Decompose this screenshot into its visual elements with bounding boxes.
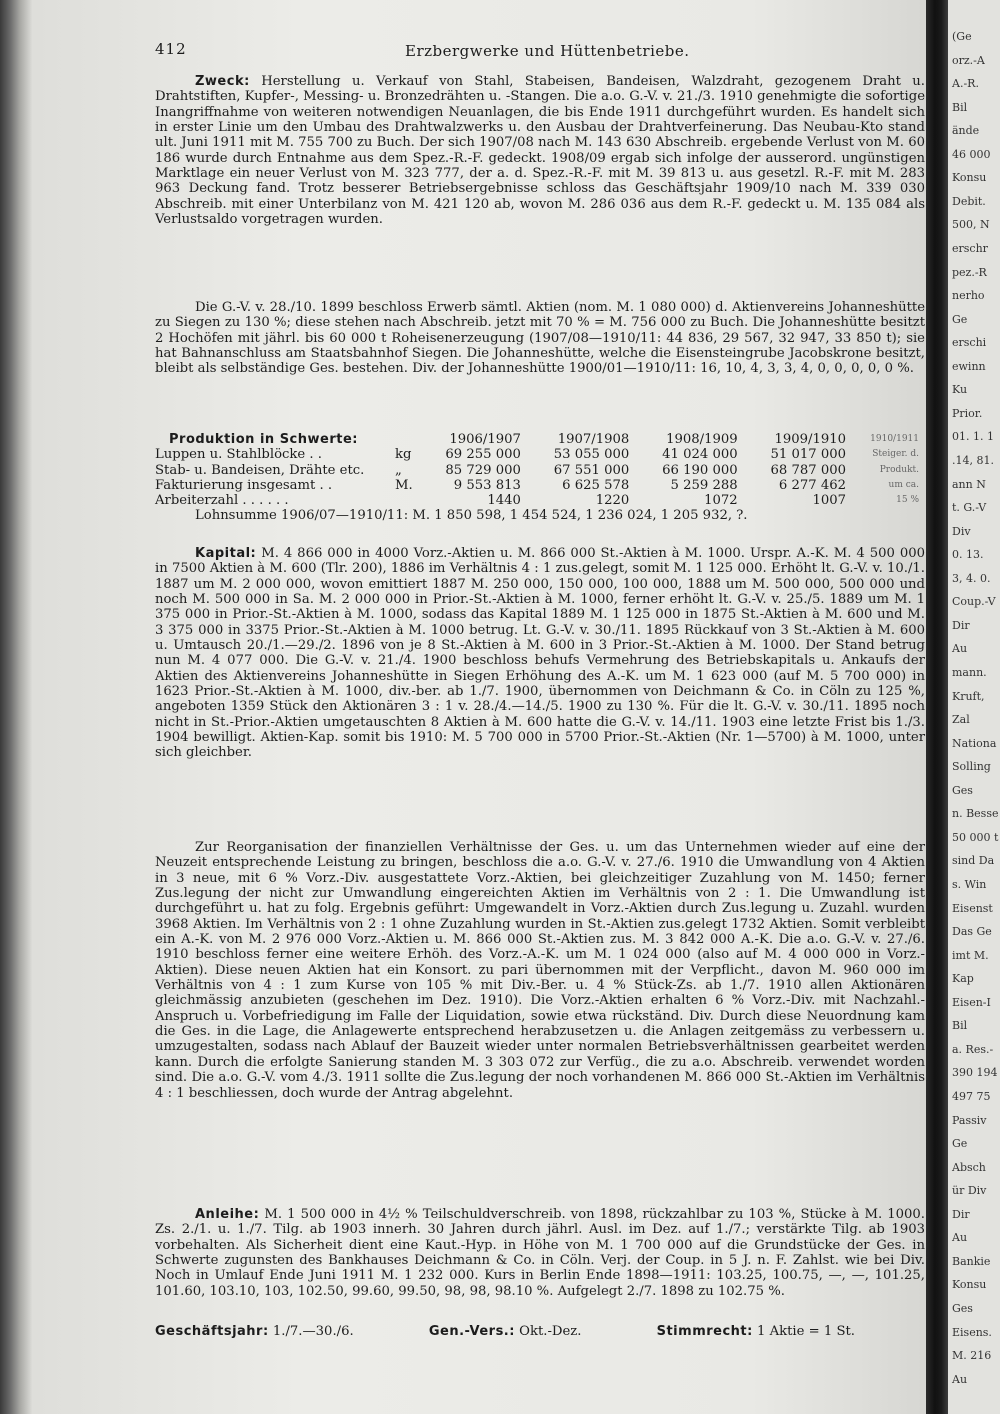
cell-value: 6 277 462 <box>778 477 847 493</box>
adjacent-page-fragment: 50 000 t <box>952 830 999 844</box>
lohnsumme-line: Lohnsumme 1906/07—1910/11: M. 1 850 598, 1 454 524, 1 236 024, 1 205 932, ?. <box>195 508 748 524</box>
adjacent-page-fragment: Konsu <box>952 1278 987 1292</box>
adjacent-page-fragment: nerho <box>952 289 985 303</box>
cell-value: 6 625 578 <box>562 477 630 493</box>
adjacent-page-edge <box>948 0 1000 1414</box>
table-row <box>155 493 925 508</box>
adjacent-page-fragment: (Ge <box>952 30 972 43</box>
adjacent-page-fragment: A.-R. <box>952 77 979 91</box>
adjacent-page-fragment: Bil <box>952 100 968 114</box>
cell-value: 66 190 000 <box>662 462 738 478</box>
produktion-header-row <box>155 432 925 447</box>
kapital-section <box>155 546 925 761</box>
adjacent-page-fragment: sind Da <box>952 854 995 868</box>
adjacent-page-fragment: Solling <box>952 760 991 774</box>
reorganisation-section <box>155 840 925 1101</box>
cell-value: 1072 <box>704 493 738 509</box>
adjacent-page-fragment: n. Besse <box>952 807 999 821</box>
year-header: 1909/1910 <box>774 432 847 447</box>
reorganisation-paragraph: Zur Reorganisation der finanziellen Verhältnisse der Ges. u. um das Unternehmen wieder auf eine der Neuzeit entsprechende Leistung zu bringen, beschloss die a.o. G.-V. v. 27./6. 1910 die Umwandlung von 4 Aktien in 3 neue, mit 6 % Vorz.-Div. ausgestattete Vorz.-Aktien, bei gleichzeitiger Zuzahlung von M. 1450; ferner Zus.legung der nicht zur Umwandlung eingereichten Aktien im Verhältnis von 2 : 1. Die Umwandlung ist durchgeführt u. hat zu folg. Ergebnis geführt: Umgewandelt in Vorz.-Aktien durch Zus.legung u. Zuzahl. wurden 3968 Aktien. Im Verhältnis von 2 : 1 ohne Zuzahlung wurden in St.-Aktien zus.gelegt 1732 Aktien. Somit verbleibt ein A.-K. von M. 2 976 000 Vorz.-Aktien u. M. 866 000 St.-Aktien zus. M. 3 842 000 A.-K. Die a.o. G.-V. v. 27./6. 1910 beschloss ferner eine weitere Erhöh. des Vorz.-A.-K. um M. 1 024 000 (also auf M. 4 000 000 in Vorz.-Aktien). Diese neuen Aktien hat ein Konsort. zu pari übernommen mit der Verpflicht., davon M. 960 000 im Verhältnis von 4 : 1 zum Kurse von 105 % mit Div.-Ber. u. 4 % Stück-Zs. ab 1./7. 1910 allen Aktionären gleichmässig anzubieten (geschehen im Dez. 1910). Die Vorz.-Aktien erhalten 6 % Vorz.-Div. mit Nachzahl.-Anspruch u. Vorbefriedigung im Falle der Liquidation, sowie etwa rückständ. Div. Durch diese Neuordnung kam die Ges. in die Lage, die Anlagewerte entsprechend herabzusetzen u. die Anlagen zeitgemäss zu verbessern u. umzugestalten, sodass nach Ablauf der Bauzeit wieder unter normalen Betriebsverhältnissen gearbeitet werden kann. Durch die erfolgte Sanierung standen M. 3 303 072 zur Verfüg., die zu a.o. Abschreib. verwendet worden sind. Die a.o. G.-V. vom 4./3. 1911 sollte die Zus.legung der noch vorhandenen M. 866 000 St.-Aktien im Verhältnis 4 : 1 beschliessen, doch wurde der Antrag abgelehnt. <box>155 840 925 1101</box>
row-label: Arbeiterzahl . . . . . . <box>155 493 289 509</box>
adjacent-page-fragment: erschr <box>952 241 988 255</box>
adjacent-page-fragment: 497 75 <box>952 1089 991 1103</box>
adjacent-page-fragment: Bil <box>952 1019 968 1033</box>
cell-value: 67 551 000 <box>553 462 630 478</box>
book-binding-shadow <box>0 0 32 1414</box>
adjacent-page-fragment: Debit. <box>952 194 986 208</box>
adjacent-page-fragment: 3, 4. 0. <box>952 571 991 585</box>
table-row <box>155 463 925 478</box>
cell-value: 5 259 288 <box>670 477 738 493</box>
kapital-text: M. 4 866 000 in 4000 Vorz.-Aktien u. M. 866 000 St.-Aktien à M. 1000. Urspr. A.-K. M. 4 500 000 in 7500 Aktien à M. 600 (Tlr. 200), 1886 im Verhältnis 4 : 1 zus.gelegt, somit M. 1 125 000. Erhöht lt. G.-V. v. 10./1. 1887 um M. 2 000 000, wovon emittiert 1887 M. 250 000, 150 000, 100 000, 1888 um M. 500 000, 500 000 und noch M. 500 000 in Sa. M. 2 000 000 in Prior.-St.-Aktien à M. 1000, ferner erhöht lt. G.-V. v. 25./5. 1889 um M. 1 375 000 in Prior.-St.-Aktien à M. 1000, sodass das Kapital 1889 M. 1 125 000 in 1875 St.-Aktien à M. 600 und M. 3 375 000 in 3375 Prior.-St.-Aktien à M. 1000 betrug. Lt. G.-V. v. 30./11. 1895 Rückkauf von 3 St.-Aktien à M. 600 u. Umtausch 20./1.—29./2. 1896 von je 8 St.-Aktien à M. 600 in 3 Prior.-St.-Aktien à M. 1000. Der Stand betrug nun M. 4 077 000. Die G.-V. v. 21./4. 1900 beschloss behufs Vermehrung des Betriebskapitals u. Ankaufs der Aktien des Aktienvereins Johanneshütte in Siegen Erhöhung des A.-K. um M. 1 623 000 (auf M. 5 700 000) in 1623 Prior.-St.-Aktien à M. 1000, div.-ber. ab 1./7. 1900, übernommen von Deichmann & Co. in Cöln zu 125 %, angeboten 1359 Stück den Aktionären 3 : 1 v. 28./4.—14./5. 1900 zu 130 %. Für die lt. G.-V. v. 30./11. 1895 noch nicht in St.-Prior.-Aktien umgetauschten 8 Aktien à M. 600 hatte die G.-V. v. 14./11. 1903 eine letzte Frist bis 1./3. 1904 bewilligt. Aktien-Kap. somit bis 1910: M. 5 700 000 in 5700 Prior.-St.-Aktien (Nr. 1—5700) à M. 1000, unter sich gleichber. <box>155 546 925 761</box>
stimmrecht: Stimmrecht: 1 Aktie = 1 St. <box>656 1324 855 1339</box>
footer-line <box>155 1324 925 1339</box>
row-unit: „ <box>395 462 402 478</box>
adjacent-page-fragment: Div <box>952 524 971 538</box>
adjacent-page-fragment: 390 194 <box>952 1066 998 1080</box>
table-row <box>155 447 925 462</box>
adjacent-page-fragment: Eisen-I <box>952 995 991 1009</box>
adjacent-page-fragment: Prior. <box>952 406 983 420</box>
adjacent-page-fragment: Kap <box>952 972 974 986</box>
year-header: 1908/1909 <box>666 432 738 447</box>
adjacent-page-fragment: Ge <box>952 1137 968 1151</box>
cell-value: Produkt. <box>879 464 919 475</box>
page-number: 412 <box>155 40 187 58</box>
johanneshuette-section <box>155 300 925 377</box>
cell-value: 15 % <box>896 495 919 506</box>
adjacent-page-fragment: ann N <box>952 477 986 491</box>
adjacent-page-fragment: orz.-A <box>952 53 985 67</box>
anleihe-paragraph <box>155 1207 925 1299</box>
cell-value: 9 553 813 <box>453 477 521 493</box>
zweck-text: Herstellung u. Verkauf von Stahl, Stabeisen, Bandeisen, Walzdraht, gezogenem Draht u. Drahtstiften, Kupfer-, Messing- u. Bronzedrähten u. -Stangen. Die a.o. G.-V. v. 21./3. 1910 genehmigte die sofortige Inangriffnahme von weiteren notwendigen Neuanlagen, die bis Ende 1911 durchgeführt wurden. Es handelt sich in erster Linie um den Umbau des Drahtwalzwerks u. den Ausbau der Drahtverfeinerung. Das Neubau-Kto stand ult. Juni 1911 mit M. 755 700 zu Buch. Der sich 1907/08 nach M. 143 630 Abschreib. ergebende Verlust von M. 60 186 wurde durch Entnahme aus dem Spez.-R.-F. gedeckt. 1908/09 ergab sich infolge der ausserord. ungünstigen Marktlage ein neuer Verlust von M. 323 777, der a. d. Spez.-R.-F. mit M. 39 813 u. aus gesetzl. R.-F. mit M. 283 963 Deckung fand. Trotz besserer Betriebsergebnisse schloss das Geschäftsjahr 1909/10 nach M. 339 030 Abschreib. mit einer Unterbilanz von M. 421 120 ab, wovon M. 286 036 aus dem R.-F. gedeckt u. M. 135 084 als Verlustsaldo vorgetragen wurden. <box>155 74 925 228</box>
cell-value: 1007 <box>812 493 847 509</box>
adjacent-page-fragment: Absch <box>952 1160 986 1174</box>
zweck-label: Zweck: <box>195 74 250 89</box>
cell-value: 41 024 000 <box>662 447 738 463</box>
adjacent-page-fragment: Dir <box>952 618 970 632</box>
adjacent-page-fragment: Au <box>952 642 968 656</box>
adjacent-page-fragment: t. G.-V <box>952 501 987 515</box>
kapital-paragraph <box>155 546 925 761</box>
row-label: Luppen u. Stahlblöcke . . <box>155 447 322 463</box>
adjacent-page-fragment: Ges <box>952 783 973 797</box>
year-header: 1907/1908 <box>557 432 630 447</box>
adjacent-page-fragment: ewinn <box>952 359 986 373</box>
zweck-section <box>155 74 925 227</box>
adjacent-page-fragment: Ge <box>952 312 968 326</box>
row-label: Fakturierung insgesamt . . <box>155 477 333 493</box>
adjacent-page-fragment: Zal <box>952 713 970 727</box>
year-header: 1906/1907 <box>449 432 521 447</box>
johanneshuette-paragraph: Die G.-V. v. 28./10. 1899 beschloss Erwerb sämtl. Aktien (nom. M. 1 080 000) d. Aktienvereins Johanneshütte zu Siegen zu 130 %; diese stehen nach Abschreib. jetzt mit 70 % = M. 756 000 zu Buch. Die Johanneshütte besitzt 2 Hochöfen mit jährl. bis 60 000 t Roheisenerzeugung (1907/08—1910/11: 44 836, 29 567, 32 947, 33 850 t); sie hat Bahnanschluss am Staatsbahnhof Siegen. Die Johanneshütte, welche die Eisensteingrube Jacobskrone besitzt, bleibt als selbständige Ges. bestehen. Div. der Johanneshütte 1900/01—1910/11: 16, 10, 4, 3, 3, 4, 0, 0, 0, 0, 0 %. <box>155 300 925 377</box>
running-title: Erzbergwerke und Hüttenbetriebe. <box>405 42 690 60</box>
adjacent-page-fragment: pez.-R <box>952 265 987 279</box>
year-header: 1910/1911 <box>870 434 919 444</box>
cell-value: 85 729 000 <box>445 462 521 478</box>
adjacent-page-fragment: Dir <box>952 1207 970 1221</box>
row-unit: M. <box>395 477 413 493</box>
zweck-paragraph <box>155 74 925 227</box>
produktion-table <box>155 432 925 508</box>
page-header <box>155 40 925 64</box>
adjacent-page-fragment: Bankie <box>952 1254 991 1268</box>
book-gutter <box>926 0 948 1414</box>
kapital-label: Kapital: <box>195 546 257 561</box>
footer-fields <box>155 1324 855 1339</box>
anleihe-section <box>155 1207 925 1299</box>
anleihe-text: M. 1 500 000 in 4½ % Teilschuldverschreib. von 1898, rückzahlbar zu 103 %, Stücke à M. 1000. Zs. 2./1. u. 1./7. Tilg. ab 1903 innerh. 30 Jahren durch jährl. Ausl. im Dez. auf 1./7.; verstärkte Tilg. ab 1903 vorbehalten. Als Sicherheit dient eine Kaut.-Hyp. in Höhe von M. 1 700 000 auf die Grundstücke der Ges. in Schwerte zugunsten des Bankhauses Deichmann & Co. in Cöln. Verj. der Coup. in 5 J. n. F. Zahlst. wie bei Div. Noch in Umlauf Ende Juni 1911 M. 1 232 000. Kurs in Berlin Ende 1898—1911: 103.25, 100.75, —, —, 101.25, 101.60, 103.10, 103, 102.50, 99.60, 99.50, 98, 98, 98.10 %. Aufgelegt 2./7. 1898 zu 102.75 %. <box>155 1207 925 1299</box>
adjacent-page-fragment: 01. 1. 1 <box>952 430 994 444</box>
adjacent-page-fragment: Eisenst <box>952 901 993 915</box>
geschaeftsjahr: Geschäftsjahr: 1./7.—30./6. <box>155 1324 354 1339</box>
adjacent-page-fragment: Au <box>952 1372 968 1386</box>
adjacent-page-fragment: mann. <box>952 665 987 679</box>
row-unit: kg <box>395 447 412 463</box>
adjacent-page-fragment: 0. 13. <box>952 548 984 562</box>
cell-value: 1220 <box>595 493 630 509</box>
adjacent-page-fragment: a. Res.- <box>952 1042 994 1056</box>
adjacent-page-fragment: 46 000 <box>952 147 991 161</box>
produktion-section <box>155 432 925 524</box>
adjacent-page-fragment: ür Div <box>952 1184 987 1198</box>
adjacent-page-fragment: Coup.-V <box>952 595 996 609</box>
adjacent-page-fragment: .14, 81. <box>952 453 994 467</box>
adjacent-page-fragment: erschi <box>952 336 987 350</box>
adjacent-page-fragment: Kruft, <box>952 689 985 703</box>
cell-value: 68 787 000 <box>770 462 847 478</box>
cell-value: um ca. <box>888 479 919 490</box>
adjacent-page-fragment: Au <box>952 1231 968 1245</box>
anleihe-label: Anleihe: <box>195 1207 260 1222</box>
adjacent-page-fragment: imt M. <box>952 948 989 962</box>
cell-value: 53 055 000 <box>553 447 630 463</box>
adjacent-page-fragment: Das Ge <box>952 925 992 939</box>
gen-vers: Gen.-Vers.: Okt.-Dez. <box>428 1324 582 1339</box>
cell-value: Steiger. d. <box>872 449 919 460</box>
adjacent-page-fragment: 500, N <box>952 218 990 232</box>
adjacent-page-fragment: ände <box>952 124 980 138</box>
cell-value: 1440 <box>487 493 521 509</box>
table-row <box>155 478 925 493</box>
cell-value: 51 017 000 <box>770 447 847 463</box>
cell-value: 69 255 000 <box>445 447 521 463</box>
adjacent-page-fragment: M. 216 <box>952 1349 992 1363</box>
adjacent-page-fragment: Eisens. <box>952 1325 992 1339</box>
produktion-label: Produktion in Schwerte: <box>169 432 358 447</box>
adjacent-page-fragment: Nationa <box>952 736 997 750</box>
adjacent-page-fragment: Konsu <box>952 171 987 185</box>
row-unit <box>395 493 419 508</box>
adjacent-page-fragment: Passiv <box>952 1113 987 1127</box>
adjacent-page-fragment: Ges <box>952 1301 973 1315</box>
adjacent-page-fragment: Ku <box>952 383 968 397</box>
row-label: Stab- u. Bandeisen, Drähte etc. <box>155 462 365 478</box>
adjacent-page-fragment: s. Win <box>952 877 987 891</box>
